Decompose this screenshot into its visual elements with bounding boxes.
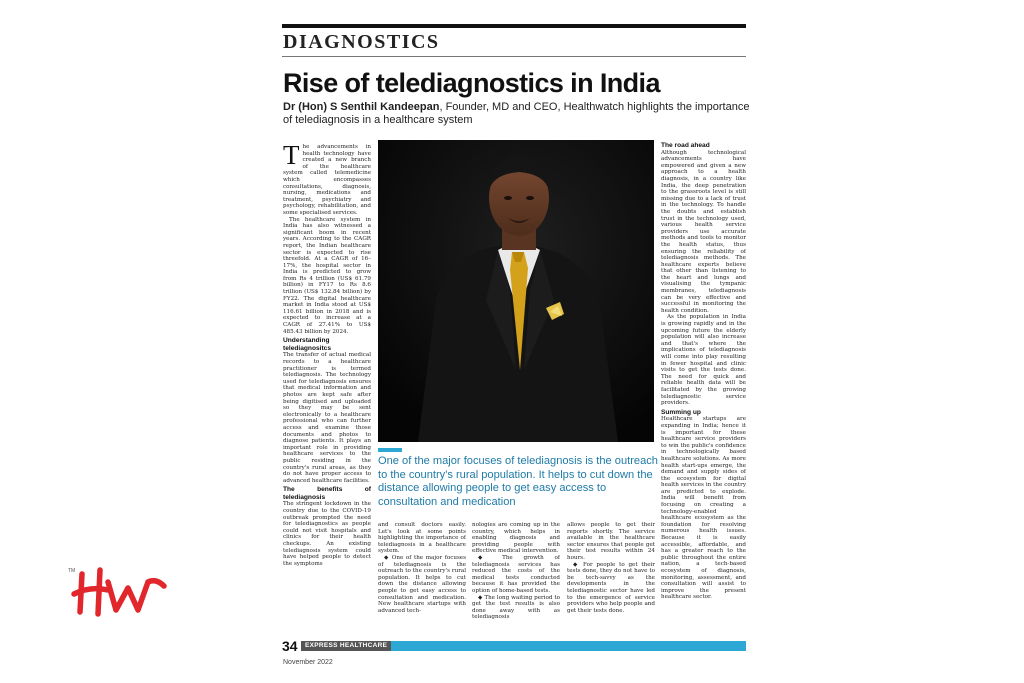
author-name: Dr (Hon) S Senthil Kandeepan [283, 101, 440, 113]
article-headline: Rise of telediagnostics in India [283, 68, 660, 98]
paragraph: The stringent lockdown in the country due to the COVID-19 outbreak prompted the need for telediagnostics as people could not visit hospitals and clinics for their health checkups. An existing telediagnosis system could have helped people to detect the symptoms [283, 501, 371, 567]
paragraph: Healthcare startups are expanding in India; hence it is important for these healthcare service providers to win the public's confidence in technologically based healthcare solutions. As more health start-ups emerge, the demand and supply sides of the ecosystem for digital health services in the country are predicted to explode. India will benefit from focusing on creating a technology-enabled healthcare ecosystem as the foundation for resolving numerous health issues. Because it is easily accessible, affordable, and has a greater reach to the public throughout the entire nation, a tech-based ecosystem of diagnosis, monitoring, assessment, and consultation will assist to improve the present healthcare sector. [661, 416, 746, 601]
subhead-road-ahead: The road ahead [661, 142, 710, 149]
section-label: DIAGNOSTICS [283, 31, 440, 53]
subhead-understanding: Understanding telediagnositcs [283, 337, 332, 352]
bullet-paragraph: ◆ The long waiting period to get the test results is also done away with as telediagnosis [472, 594, 560, 620]
column-left [283, 144, 371, 620]
drop-cap: T [283, 144, 300, 170]
bullet-paragraph: ◆ One of the major focuses of telediagnosis is the outreach to the country's rural population. It helps to cut down the distance allowing people to get easy access to consultation and medication. New healthcare startups with advanced tech- [378, 554, 466, 614]
quote-accent-bar [378, 448, 402, 452]
top-rule [282, 24, 746, 28]
paragraph: and consult doctors easily. Let's look at some points highlighting the importance of telediagnosis in a healthcare system. [378, 522, 466, 555]
healthwatch-logo-mark [66, 564, 172, 620]
intro-paragraph [283, 144, 371, 217]
intro-text: he advancements in health technology have created a new branch of the healthcare system called telemedicine which encompasses consultations, diagnosis, nursing, medications and treatment, psychiatry and psychology, rehabilitation, and some specialised services. [283, 144, 371, 216]
byline-description: , Founder, MD and CEO, Healthwatch highlights the importance of telediagnosis in a healthcare system [283, 101, 750, 126]
issue-date: November 2022 [283, 659, 333, 666]
subhead-summing-up: Summing up [661, 408, 701, 416]
bullet-paragraph: ◆ The growth of telediagnosis services has reduced the costs of the medical tests conducted because it has provided the option of home-based tests. [472, 554, 560, 594]
column-right [661, 140, 746, 620]
section-rule [282, 56, 746, 57]
paragraph: nologies are coming up in the country, which helps in enabling diagnosis and providing people with effective medical intervention. [472, 522, 560, 555]
byline [283, 101, 753, 127]
page-number: 34 [282, 638, 298, 654]
paragraph: As the population in India is growing rapidly and in the upcoming future the elderly population will also increase and that's where the implications of telediagnosis will come into play resulting in fewer hospital and clinic visits to get the tests done. The need for quick and reliable health data will be facilitated by the growing telediagnostic service providers. [661, 314, 746, 407]
magazine-name: EXPRESS HEALTHCARE [301, 641, 391, 651]
subhead-benefits: The benefits of telediagnosis [283, 486, 371, 501]
author-photo [378, 140, 654, 442]
column-bottom-2 [472, 522, 560, 620]
paragraph: allows people to get their reports shortly. The service available in the healthcare sector ensures that people get their test results within 24 hours. [567, 522, 655, 561]
column-bottom-3 [567, 522, 655, 620]
column-bottom-1 [378, 522, 466, 620]
svg-text:TM: TM [68, 568, 76, 574]
healthwatch-logo [66, 564, 172, 620]
paragraph: The healthcare system in India has also witnessed a significant boom in recent years. According to the CAGR report, the Indian healthcare sector is expected to rise threefold. At a CAGR of 16–17%, the hospital sector in India is predicted to grow from Rs 4 trillion (US$ 61.79 billion) in FY17 to Rs 8.6 trillion (US$ 132.84 billion) by FY22. The digital healthcare market in India stood at US$ 116.61 billion in 2018 and is expected to increase at a CAGR of 27.41% to US$ 485.43 billion by 2024. [283, 216, 371, 335]
bullet-paragraph: ◆ For people to get their tests done, they do not have to be tech-savvy as the developments in the telediagnostic sector have led to the emergence of service providers who help people and get their tests done. [567, 561, 655, 614]
paragraph: The transfer of actual medical records to a healthcare practitioner is termed telediagnosis. The technology used for telediagnosis ensures that medical information and photos are kept safe after being digitised and uploaded so they may be sent electronically to a healthcare professional who can further access and examine those documents and photos to diagnose patients. It plays an important role in providing healthcare services to the public residing in the country's rural areas, as they do not have proper access to advanced healthcare facilities. [283, 352, 371, 484]
portrait-illustration [378, 140, 654, 442]
paragraph: Although technological advancements have empowered and given a new approach to a health diagnosis, in a country like India, the deep penetration to the grassroots level is still missing due to a lack of trust in the technology. To handle the doubts and establish trust in the technology used, various health service providers use accurate methods and tools to monitor the health status, thus ensuring the reliability of telediagnosis methods. The healthcare experts believe that other than listening to the heart and lungs and visualising the tympanic membranes, telediagnosis can be very effective and successful in monitoring the health condition. [661, 149, 746, 314]
pull-quote: One of the major focuses of telediagnosis is the outreach to the country's rural population. It helps to cut down the distance allowing people to get easy access to consultation and medication [378, 455, 658, 508]
